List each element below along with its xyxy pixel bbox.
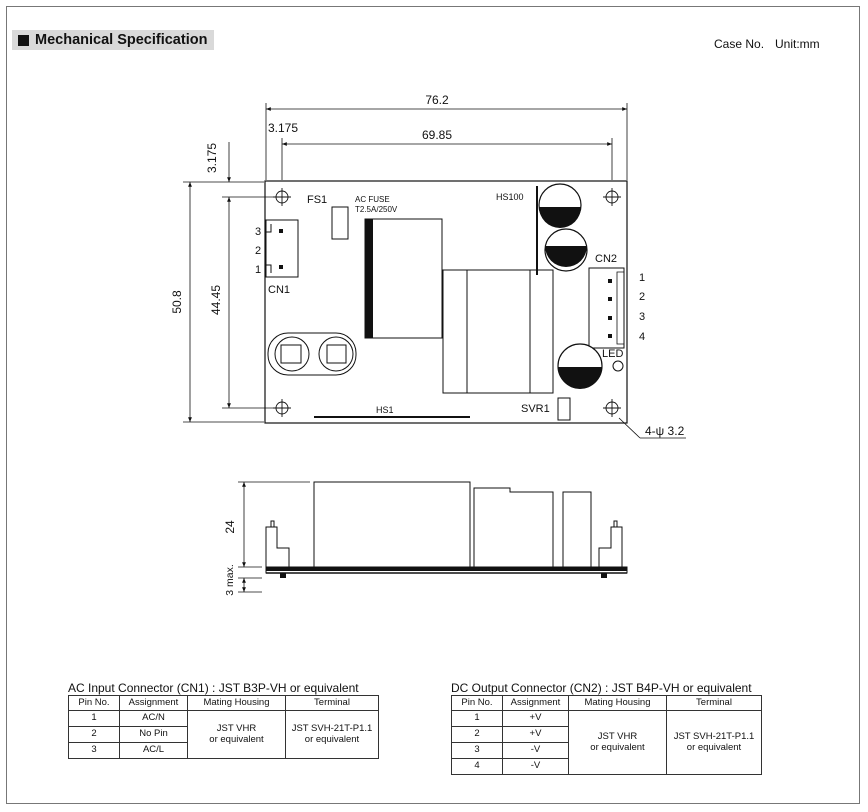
dim-hole-offset-y: 3.175 [205,142,219,174]
pin-cell: 1 [69,711,120,727]
label-hs100: HS100 [496,192,524,202]
side-output-block [474,488,553,567]
output-block [443,270,553,393]
assignment-cell: +V [503,711,569,727]
assignment-cell: AC/N [120,711,188,727]
dim-overall-height: 50.8 [170,290,184,314]
table-header-row [452,696,762,711]
dim-hole-spacing-x: 69.85 [421,128,453,142]
side-component [563,492,591,567]
pin-cell: 1 [452,711,503,727]
label-hs1: HS1 [376,405,394,415]
case-no-label: Case No. [714,37,765,51]
cn2-pin-2: 2 [639,291,646,303]
assignment-cell: AC/L [120,743,188,759]
label-cn2: CN2 [595,253,618,265]
cn1-pin-3: 3 [255,226,262,238]
terminal-line1: JST SVH-21T-P1.1 [673,730,755,742]
ac-table-title: AC Input Connector (CN1) : JST B3P-VH or equivalent [68,681,359,695]
table-header-row [69,696,379,711]
cn2-connector [589,268,624,348]
housing-line1: JST VHR [216,722,257,734]
svr1-potentiometer [558,398,570,420]
transformer [365,219,442,338]
col-header-terminal: Terminal [286,696,379,711]
capacitors [539,184,602,389]
label-fs1: FS1 [307,194,328,206]
assignment-cell: No Pin [120,727,188,743]
col-header-pin: Pin No. [452,696,503,711]
side-transformer [314,482,470,567]
table-row [69,711,379,727]
assignment-cell: -V [503,759,569,775]
label-cn1: CN1 [268,284,291,296]
housing-line2: or equivalent [209,733,264,745]
cn2-pin-4: 4 [639,331,646,343]
led-indicator [613,361,623,371]
section-title-text: Mechanical Specification [35,32,208,48]
housing-line1: JST VHR [597,730,638,742]
col-header-assignment: Assignment [503,696,569,711]
cn2-pin-1: 1 [639,272,646,284]
housing-cell [569,711,667,775]
pin-cell: 3 [69,743,120,759]
label-svr1: SVR1 [521,403,550,415]
cn1-pin-2: 2 [255,245,262,257]
ac-input-connector-table [68,695,379,759]
side-view [266,482,627,578]
dim-pin-max: 3 max. [224,564,236,596]
label-ac-fuse-rating: T2.5A/250V [355,205,398,214]
unit-label: Unit:mm [775,37,820,51]
pin-cell: 4 [452,759,503,775]
hole-note: 4-ψ 3.2 [645,424,685,438]
terminal-cell [667,711,762,775]
cn1-pin-1: 1 [255,264,262,276]
dim-overall-width: 76.2 [425,93,449,107]
col-header-assignment: Assignment [120,696,188,711]
table-row [452,711,762,727]
label-ac-fuse: AC FUSE [355,195,390,204]
housing-line2: or equivalent [590,741,645,753]
dim-height: 24 [223,520,237,534]
terminal-cell [286,711,379,759]
terminal-line2: or equivalent [304,733,360,745]
terminal-line2: or equivalent [686,741,742,753]
dim-hole-spacing-y: 44.45 [209,284,223,316]
dc-output-connector-table [451,695,762,775]
fuse-fs1 [332,207,348,239]
col-header-housing: Mating Housing [569,696,667,711]
dc-table-title: DC Output Connector (CN2) : JST B4P-VH or equivalent [451,681,752,695]
terminal-line1: JST SVH-21T-P1.1 [291,722,373,734]
col-header-housing: Mating Housing [188,696,286,711]
cn2-pin-3: 3 [639,311,646,323]
housing-cell [188,711,286,759]
col-header-pin: Pin No. [69,696,120,711]
assignment-cell: +V [503,727,569,743]
side-cn1 [266,521,289,567]
label-led: LED [602,348,624,360]
pin-cell: 3 [452,743,503,759]
assignment-cell: -V [503,743,569,759]
dim-hole-offset-x: 3.175 [268,121,299,135]
col-header-terminal: Terminal [667,696,762,711]
pin-cell: 2 [69,727,120,743]
pin-cell: 2 [452,727,503,743]
side-cn2 [599,521,622,567]
